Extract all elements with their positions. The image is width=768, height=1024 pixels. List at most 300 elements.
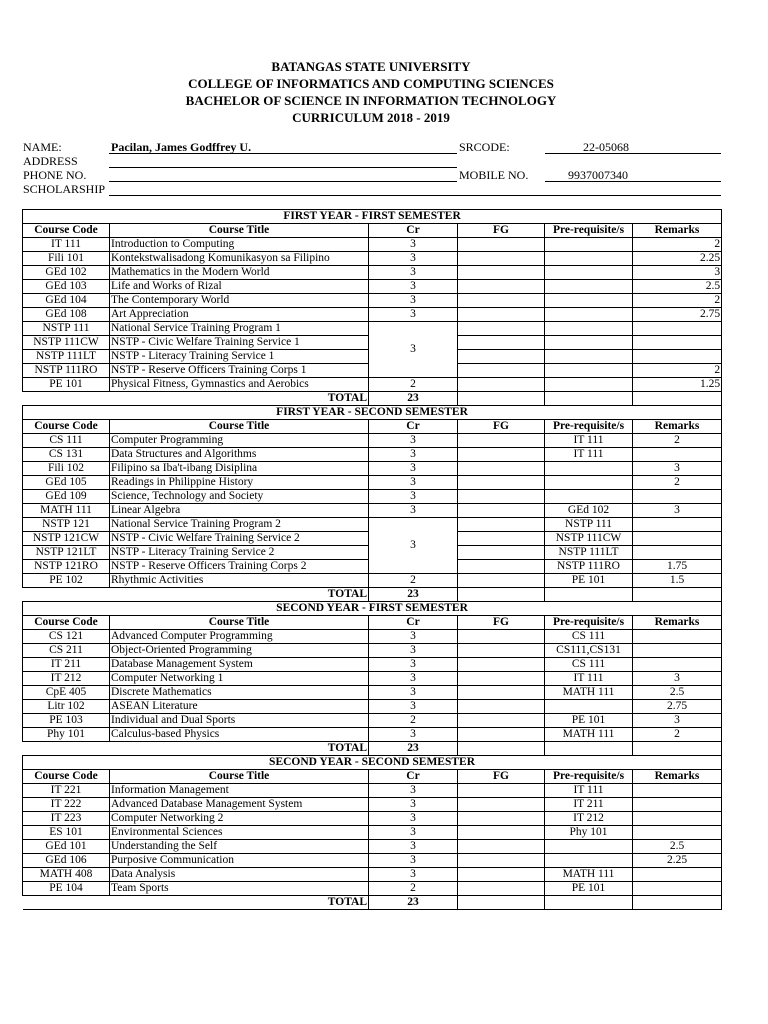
final-grade	[458, 252, 545, 266]
course-title: Database Management System	[110, 658, 369, 672]
prerequisites: IT 211	[545, 798, 633, 812]
table-row	[23, 812, 722, 826]
course-title: Discrete Mathematics	[110, 686, 369, 700]
remarks: 3	[633, 266, 722, 280]
column-header-credits: Cr	[369, 770, 458, 784]
column-header-prerequisites: Pre-requisite/s	[545, 224, 633, 238]
course-code: PE 103	[23, 714, 110, 728]
remarks	[633, 588, 722, 602]
column-header-course-title: Course Title	[110, 224, 369, 238]
semester-header-row	[23, 406, 722, 420]
course-code: GEd 108	[23, 308, 110, 322]
course-code: NSTP 121	[23, 518, 110, 532]
remarks: 2.25	[633, 854, 722, 868]
column-header-remarks: Remarks	[633, 420, 722, 434]
remarks	[633, 392, 722, 406]
semester-header-row	[23, 602, 722, 616]
course-title: Computer Networking 1	[110, 672, 369, 686]
final-grade	[458, 266, 545, 280]
prerequisites: IT 111	[545, 434, 633, 448]
table-row	[23, 882, 722, 896]
final-grade	[458, 826, 545, 840]
remarks: 3	[633, 504, 722, 518]
credits: 3	[369, 686, 458, 700]
course-code: CS 111	[23, 434, 110, 448]
final-grade	[458, 644, 545, 658]
total-row	[23, 392, 722, 406]
semester-header-row	[23, 756, 722, 770]
remarks: 2	[633, 476, 722, 490]
credits: 3	[369, 700, 458, 714]
column-header-course-title: Course Title	[110, 770, 369, 784]
course-title: National Service Training Program 1	[110, 322, 369, 336]
course-code: CS 121	[23, 630, 110, 644]
course-code: Fili 102	[23, 462, 110, 476]
course-code: MATH 408	[23, 868, 110, 882]
final-grade	[458, 672, 545, 686]
table-row	[23, 868, 722, 882]
credits: 3	[369, 434, 458, 448]
program-name: BACHELOR OF SCIENCE IN INFORMATION TECHNOLOGY	[185, 93, 557, 108]
course-code: Fili 101	[23, 252, 110, 266]
course-code: NSTP 121LT	[23, 546, 110, 560]
course-title: NSTP - Literacy Training Service 1	[110, 350, 369, 364]
final-grade	[458, 448, 545, 462]
document-header	[0, 58, 742, 126]
course-title: Mathematics in the Modern World	[110, 266, 369, 280]
course-code: IT 221	[23, 784, 110, 798]
course-title: NSTP - Civic Welfare Training Service 1	[110, 336, 369, 350]
final-grade	[458, 574, 545, 588]
remarks: 3	[633, 462, 722, 476]
final-grade	[458, 504, 545, 518]
credits: 3	[369, 476, 458, 490]
total-row	[23, 896, 722, 910]
remarks: 2	[633, 728, 722, 742]
name-label: NAME:	[23, 140, 62, 154]
course-title: Filipino sa Iba't-ibang Disiplina	[110, 462, 369, 476]
final-grade	[458, 462, 545, 476]
prerequisites: PE 101	[545, 882, 633, 896]
final-grade	[458, 588, 545, 602]
srcode-value: 22-05068	[583, 140, 629, 154]
prerequisites	[545, 238, 633, 252]
prerequisites	[545, 350, 633, 364]
table-row	[23, 686, 722, 700]
course-title: ASEAN Literature	[110, 700, 369, 714]
prerequisites: IT 212	[545, 812, 633, 826]
table-row	[23, 266, 722, 280]
prerequisites	[545, 742, 633, 756]
course-title: Advanced Database Management System	[110, 798, 369, 812]
prerequisites	[545, 392, 633, 406]
remarks: 1.75	[633, 560, 722, 574]
credits: 3	[369, 644, 458, 658]
column-header-remarks: Remarks	[633, 770, 722, 784]
prerequisites	[545, 854, 633, 868]
course-code: NSTP 111	[23, 322, 110, 336]
course-title: Advanced Computer Programming	[110, 630, 369, 644]
remarks	[633, 826, 722, 840]
column-header-final-grade: FG	[458, 770, 545, 784]
prerequisites	[545, 840, 633, 854]
table-row	[23, 490, 722, 504]
column-header-prerequisites: Pre-requisite/s	[545, 420, 633, 434]
course-title: NSTP - Literacy Training Service 2	[110, 546, 369, 560]
prerequisites	[545, 364, 633, 378]
credits: 3	[369, 308, 458, 322]
prerequisites: NSTP 111LT	[545, 546, 633, 560]
table-row	[23, 672, 722, 686]
final-grade	[458, 350, 545, 364]
semester-title: FIRST YEAR - FIRST SEMESTER	[23, 210, 722, 224]
table-row	[23, 378, 722, 392]
course-title: Computer Networking 2	[110, 812, 369, 826]
prerequisites: NSTP 111	[545, 518, 633, 532]
scholarship-label: SCHOLARSHIP	[23, 182, 106, 196]
prerequisites	[545, 462, 633, 476]
remarks	[633, 784, 722, 798]
remarks	[633, 798, 722, 812]
semester-title: SECOND YEAR - FIRST SEMESTER	[23, 602, 722, 616]
column-header-row	[23, 616, 722, 630]
course-title: Art Appreciation	[110, 308, 369, 322]
mobile-value: 9937007340	[568, 168, 628, 182]
credits: 3	[369, 812, 458, 826]
curriculum-year: CURRICULUM 2018 - 2019	[292, 110, 450, 125]
course-code: GEd 104	[23, 294, 110, 308]
table-row	[23, 448, 722, 462]
prerequisites: MATH 111	[545, 868, 633, 882]
remarks	[633, 630, 722, 644]
final-grade	[458, 378, 545, 392]
final-grade	[458, 322, 545, 336]
credits: 2	[369, 378, 458, 392]
remarks: 1.25	[633, 378, 722, 392]
prerequisites: Phy 101	[545, 826, 633, 840]
final-grade	[458, 742, 545, 756]
credits: 3	[369, 728, 458, 742]
remarks: 2.25	[633, 252, 722, 266]
course-code: IT 212	[23, 672, 110, 686]
credits: 3	[369, 504, 458, 518]
column-header-final-grade: FG	[458, 224, 545, 238]
course-code: GEd 102	[23, 266, 110, 280]
course-code: ES 101	[23, 826, 110, 840]
prerequisites: CS 111	[545, 630, 633, 644]
prerequisites	[545, 252, 633, 266]
final-grade	[458, 840, 545, 854]
course-code: NSTP 111CW	[23, 336, 110, 350]
remarks: 2.75	[633, 700, 722, 714]
remarks	[633, 742, 722, 756]
final-grade	[458, 392, 545, 406]
final-grade	[458, 364, 545, 378]
remarks	[633, 644, 722, 658]
course-code: NSTP 121RO	[23, 560, 110, 574]
course-title: Individual and Dual Sports	[110, 714, 369, 728]
semester-title: SECOND YEAR - SECOND SEMESTER	[23, 756, 722, 770]
prerequisites	[545, 588, 633, 602]
semester-header-row	[23, 210, 722, 224]
table-row	[23, 630, 722, 644]
table-row	[23, 714, 722, 728]
final-grade	[458, 784, 545, 798]
credits: 3	[369, 238, 458, 252]
remarks: 2.5	[633, 280, 722, 294]
table-row	[23, 574, 722, 588]
total-credits: 23	[369, 392, 458, 406]
column-header-course-code: Course Code	[23, 616, 110, 630]
column-header-remarks: Remarks	[633, 224, 722, 238]
credits: 3	[369, 826, 458, 840]
course-title: Physical Fitness, Gymnastics and Aerobics	[110, 378, 369, 392]
credits: 3	[369, 658, 458, 672]
course-title: Kontekstwalisadong Komunikasyon sa Filipino	[110, 252, 369, 266]
final-grade	[458, 714, 545, 728]
address-label: ADDRESS	[23, 154, 78, 168]
final-grade	[458, 490, 545, 504]
credits: 2	[369, 882, 458, 896]
final-grade	[458, 560, 545, 574]
semester-title: FIRST YEAR - SECOND SEMESTER	[23, 406, 722, 420]
remarks	[633, 518, 722, 532]
course-title: Rhythmic Activities	[110, 574, 369, 588]
course-title: Team Sports	[110, 882, 369, 896]
final-grade	[458, 434, 545, 448]
table-row	[23, 434, 722, 448]
course-title: Life and Works of Rizal	[110, 280, 369, 294]
final-grade	[458, 630, 545, 644]
table-row	[23, 826, 722, 840]
course-title: NSTP - Reserve Officers Training Corps 2	[110, 560, 369, 574]
final-grade	[458, 882, 545, 896]
course-title: National Service Training Program 2	[110, 518, 369, 532]
remarks	[633, 350, 722, 364]
column-header-credits: Cr	[369, 616, 458, 630]
credits: 3	[369, 280, 458, 294]
remarks	[633, 322, 722, 336]
remarks	[633, 336, 722, 350]
final-grade	[458, 854, 545, 868]
final-grade	[458, 728, 545, 742]
course-code: IT 211	[23, 658, 110, 672]
final-grade	[458, 238, 545, 252]
course-code: NSTP 121CW	[23, 532, 110, 546]
course-code: PE 104	[23, 882, 110, 896]
column-header-course-code: Course Code	[23, 770, 110, 784]
remarks: 2.5	[633, 840, 722, 854]
course-code: IT 111	[23, 238, 110, 252]
total-row	[23, 742, 722, 756]
course-code: IT 223	[23, 812, 110, 826]
remarks: 2	[633, 434, 722, 448]
course-code: NSTP 111LT	[23, 350, 110, 364]
student-name: Pacilan, James Godffrey U.	[111, 140, 252, 154]
credits: 3	[369, 448, 458, 462]
mobile-label: MOBILE NO.	[459, 168, 529, 182]
remarks: 3	[633, 714, 722, 728]
table-row	[23, 854, 722, 868]
table-row	[23, 840, 722, 854]
course-code: GEd 106	[23, 854, 110, 868]
course-title: NSTP - Civic Welfare Training Service 2	[110, 532, 369, 546]
course-title: NSTP - Reserve Officers Training Corps 1	[110, 364, 369, 378]
course-title: Information Management	[110, 784, 369, 798]
prerequisites: GEd 102	[545, 504, 633, 518]
remarks	[633, 532, 722, 546]
total-label: TOTAL	[23, 588, 369, 602]
prerequisites: IT 111	[545, 672, 633, 686]
course-code: CS 131	[23, 448, 110, 462]
table-row	[23, 252, 722, 266]
course-code: GEd 109	[23, 490, 110, 504]
prerequisites	[545, 294, 633, 308]
srcode-label: SRCODE:	[459, 140, 510, 154]
phone-label: PHONE NO.	[23, 168, 87, 182]
total-label: TOTAL	[23, 392, 369, 406]
total-label: TOTAL	[23, 742, 369, 756]
final-grade	[458, 294, 545, 308]
column-header-credits: Cr	[369, 224, 458, 238]
prerequisites	[545, 280, 633, 294]
prerequisites: PE 101	[545, 714, 633, 728]
final-grade	[458, 546, 545, 560]
credits: 3	[369, 672, 458, 686]
column-header-row	[23, 224, 722, 238]
prerequisites: MATH 111	[545, 728, 633, 742]
prerequisites	[545, 490, 633, 504]
course-code: IT 222	[23, 798, 110, 812]
column-header-prerequisites: Pre-requisite/s	[545, 616, 633, 630]
total-credits: 23	[369, 742, 458, 756]
column-header-row	[23, 770, 722, 784]
final-grade	[458, 518, 545, 532]
final-grade	[458, 812, 545, 826]
credits: 2	[369, 574, 458, 588]
credits: 3	[369, 868, 458, 882]
remarks: 2	[633, 294, 722, 308]
prerequisites: IT 111	[545, 448, 633, 462]
table-row	[23, 308, 722, 322]
prerequisites: MATH 111	[545, 686, 633, 700]
course-code: PE 102	[23, 574, 110, 588]
prerequisites: PE 101	[545, 574, 633, 588]
course-code: NSTP 111RO	[23, 364, 110, 378]
remarks: 2	[633, 238, 722, 252]
final-grade	[458, 686, 545, 700]
table-row	[23, 784, 722, 798]
course-title: Computer Programming	[110, 434, 369, 448]
table-row	[23, 658, 722, 672]
remarks	[633, 546, 722, 560]
column-header-prerequisites: Pre-requisite/s	[545, 770, 633, 784]
course-title: Data Analysis	[110, 868, 369, 882]
total-label: TOTAL	[23, 896, 369, 910]
column-header-final-grade: FG	[458, 616, 545, 630]
credits: 3	[369, 630, 458, 644]
column-header-course-title: Course Title	[110, 420, 369, 434]
final-grade	[458, 308, 545, 322]
credits: 3	[369, 518, 458, 574]
prerequisites	[545, 322, 633, 336]
remarks	[633, 658, 722, 672]
remarks	[633, 448, 722, 462]
course-code: GEd 101	[23, 840, 110, 854]
table-row	[23, 322, 722, 336]
credits: 3	[369, 854, 458, 868]
remarks	[633, 882, 722, 896]
remarks: 2	[633, 364, 722, 378]
table-row	[23, 462, 722, 476]
credits: 3	[369, 784, 458, 798]
credits: 3	[369, 490, 458, 504]
table-row	[23, 504, 722, 518]
course-code: GEd 103	[23, 280, 110, 294]
course-title: Purposive Communication	[110, 854, 369, 868]
course-code: CpE 405	[23, 686, 110, 700]
remarks: 3	[633, 672, 722, 686]
prerequisites	[545, 700, 633, 714]
remarks	[633, 812, 722, 826]
column-header-remarks: Remarks	[633, 616, 722, 630]
remarks: 1.5	[633, 574, 722, 588]
credits: 3	[369, 840, 458, 854]
course-code: PE 101	[23, 378, 110, 392]
remarks: 2.5	[633, 686, 722, 700]
prerequisites: CS111,CS131	[545, 644, 633, 658]
final-grade	[458, 798, 545, 812]
college-name: COLLEGE OF INFORMATICS AND COMPUTING SCIENCES	[188, 76, 554, 91]
column-header-course-title: Course Title	[110, 616, 369, 630]
credits: 3	[369, 294, 458, 308]
final-grade	[458, 280, 545, 294]
university-name: BATANGAS STATE UNIVERSITY	[271, 59, 471, 74]
credits: 3	[369, 252, 458, 266]
prerequisites	[545, 308, 633, 322]
column-header-credits: Cr	[369, 420, 458, 434]
prerequisites: CS 111	[545, 658, 633, 672]
credits: 2	[369, 714, 458, 728]
remarks	[633, 490, 722, 504]
table-row	[23, 280, 722, 294]
table-row	[23, 644, 722, 658]
prerequisites	[545, 896, 633, 910]
column-header-row	[23, 420, 722, 434]
course-code: GEd 105	[23, 476, 110, 490]
course-code: MATH 111	[23, 504, 110, 518]
student-info	[23, 140, 723, 196]
course-title: Object-Oriented Programming	[110, 644, 369, 658]
table-row	[23, 700, 722, 714]
course-title: Calculus-based Physics	[110, 728, 369, 742]
table-row	[23, 728, 722, 742]
prerequisites	[545, 336, 633, 350]
credits: 3	[369, 798, 458, 812]
course-code: CS 211	[23, 644, 110, 658]
course-title: Data Structures and Algorithms	[110, 448, 369, 462]
course-title: The Contemporary World	[110, 294, 369, 308]
credits: 3	[369, 462, 458, 476]
final-grade	[458, 700, 545, 714]
course-title: Linear Algebra	[110, 504, 369, 518]
table-row	[23, 238, 722, 252]
curriculum-table	[22, 209, 722, 910]
total-row	[23, 588, 722, 602]
course-code: Phy 101	[23, 728, 110, 742]
prerequisites: NSTP 111CW	[545, 532, 633, 546]
credits: 3	[369, 322, 458, 378]
